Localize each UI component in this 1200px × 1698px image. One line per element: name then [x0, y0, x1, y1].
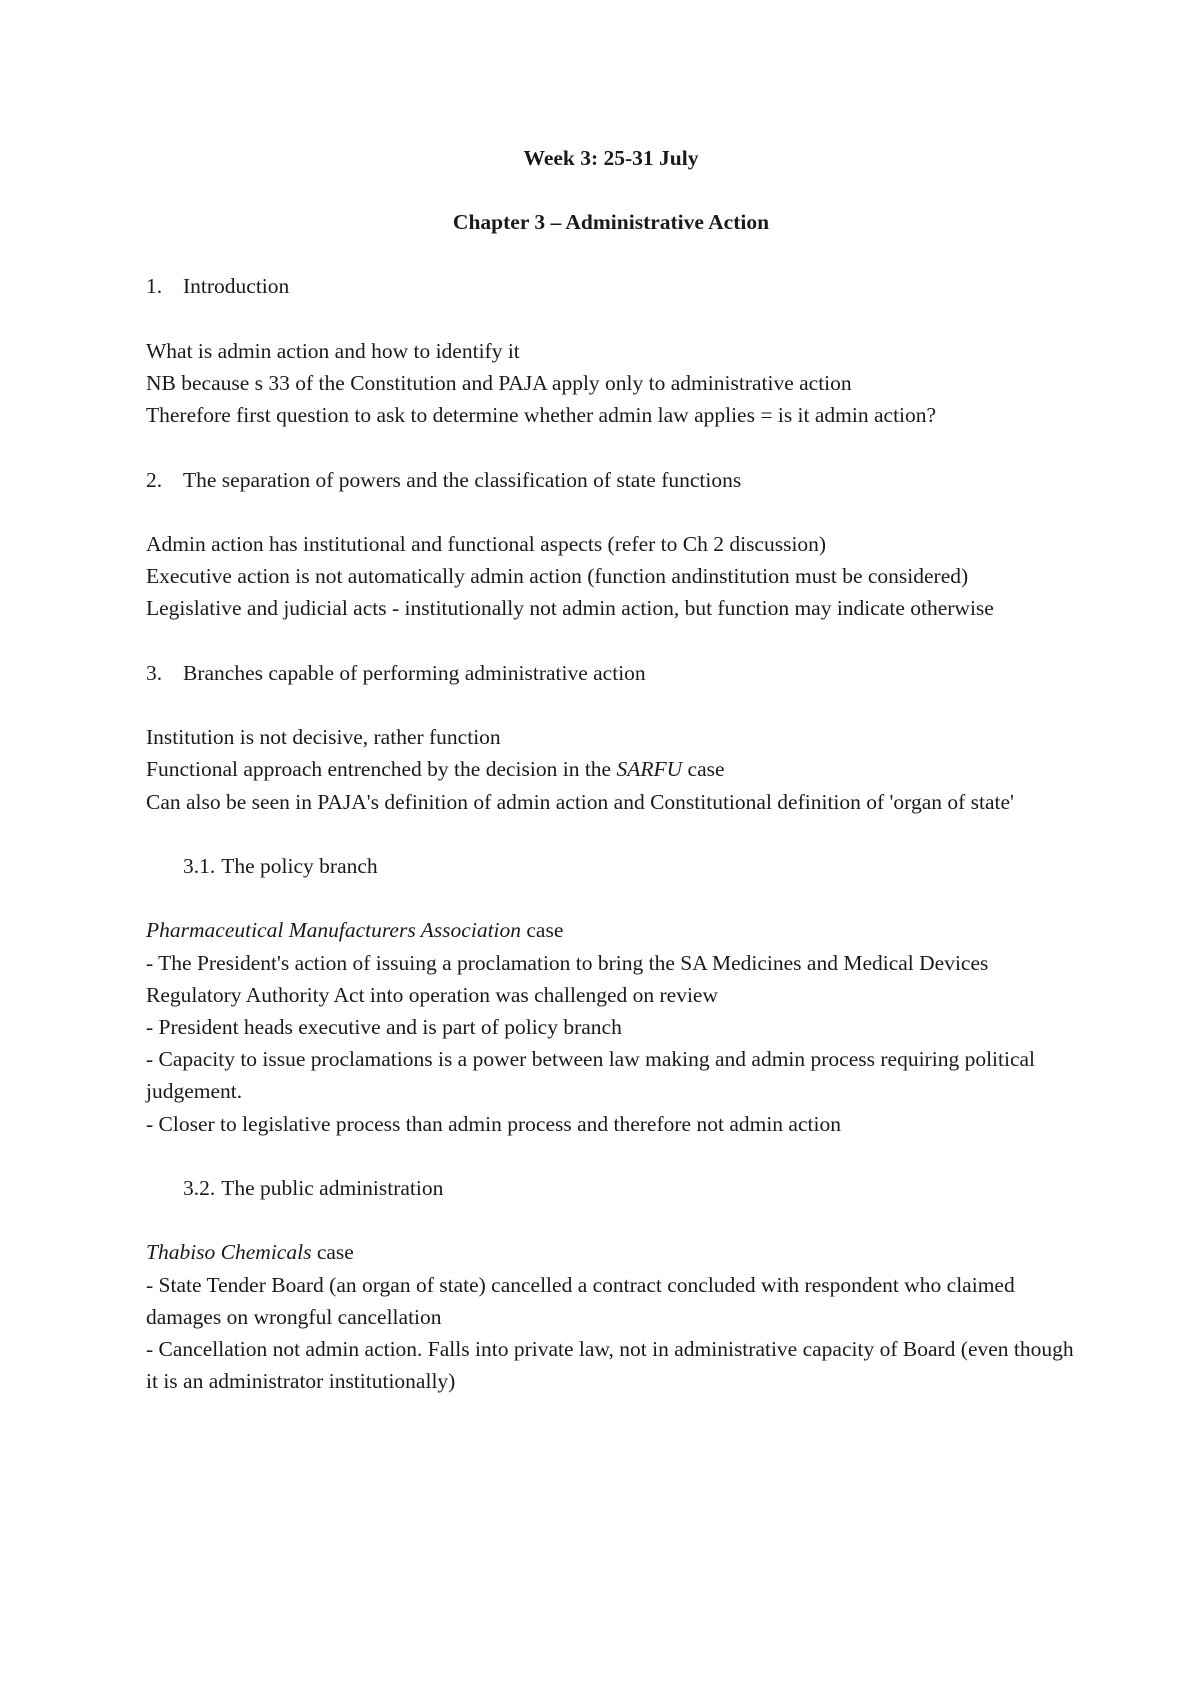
sarfu-case-name: SARFU — [616, 757, 683, 782]
case-suffix: case — [521, 918, 564, 943]
section-1-title: Introduction — [183, 274, 290, 299]
case-suffix: case — [311, 1240, 354, 1265]
section-2-line: Admin action has institutional and functional aspects (refer to Ch 2 discussion) — [146, 531, 827, 556]
section-2-heading — [146, 464, 1076, 496]
section-3-2-title: The public administration — [221, 1175, 444, 1200]
section-2-number: 2. — [146, 467, 163, 492]
pharma-case-name: Pharmaceutical Manufacturers Association — [146, 918, 522, 943]
sarfu-suffix: case — [682, 757, 725, 782]
section-3-1-number: 3.1. — [183, 853, 216, 878]
section-1-line: NB because s 33 of the Constitution and PAJA apply only to administrative action — [146, 371, 852, 395]
section-1-heading — [146, 270, 1076, 302]
section-3-number: 3. — [146, 660, 163, 685]
section-3-2-number: 3.2. — [183, 1175, 216, 1200]
section-1-line: Therefore first question to ask to determine whether admin law applies = is it admin action? — [146, 403, 937, 428]
case-point: - President heads executive and is part of policy branch — [146, 1014, 622, 1039]
section-1-line: What is admin action and how to identify it — [146, 338, 520, 363]
section-3-title: Branches capable of performing administrative action — [183, 660, 646, 685]
section-1-number: 1. — [146, 274, 163, 299]
week-heading: Week 3: 25-31 July — [523, 146, 699, 170]
section-3-line: Institution is not decisive, rather function — [146, 725, 501, 750]
section-2-line: Legislative and judicial acts - institutionally not admin action, but function may indicate otherwise — [146, 596, 994, 621]
section-3-1-heading — [146, 850, 1076, 882]
sarfu-prefix: Functional approach entrenched by the decision in the — [146, 757, 617, 782]
section-3-heading — [146, 657, 1076, 689]
section-3-line-sarfu — [146, 753, 1076, 785]
chapter-heading: Chapter 3 – Administrative Action — [452, 210, 770, 235]
case-point: - The President's action of issuing a proclamation to bring the SA Medicines and Medical Devices Regulatory Authority Act into operation was challenged on review — [146, 950, 989, 1007]
case-heading — [146, 914, 1076, 946]
section-2-line: Executive action is not automatically admin action (function andinstitution must be considered) — [146, 564, 969, 589]
thabiso-case-name: Thabiso Chemicals — [146, 1240, 312, 1265]
section-3-2-heading — [146, 1172, 1076, 1204]
section-3-line: Can also be seen in PAJA's definition of admin action and Constitutional definition of 'organ of state' — [146, 789, 1014, 814]
document-body — [146, 142, 1076, 1397]
section-2-title: The separation of powers and the classification of state functions — [183, 467, 742, 492]
case-point: - Cancellation not admin action. Falls into private law, not in administrative capacity of Board (even though it is an administrator institutionally) — [146, 1336, 1074, 1394]
case-point: - Closer to legislative process than admin process and therefore not admin action — [146, 1111, 841, 1136]
section-3-1-title: The policy branch — [221, 853, 378, 878]
case-heading — [146, 1236, 1076, 1268]
case-point: - State Tender Board (an organ of state) cancelled a contract concluded with respondent who claimed damages on wrongful cancellation — [146, 1272, 1015, 1329]
case-point: - Capacity to issue proclamations is a power between law making and admin process requiring political judgement. — [146, 1047, 1036, 1104]
